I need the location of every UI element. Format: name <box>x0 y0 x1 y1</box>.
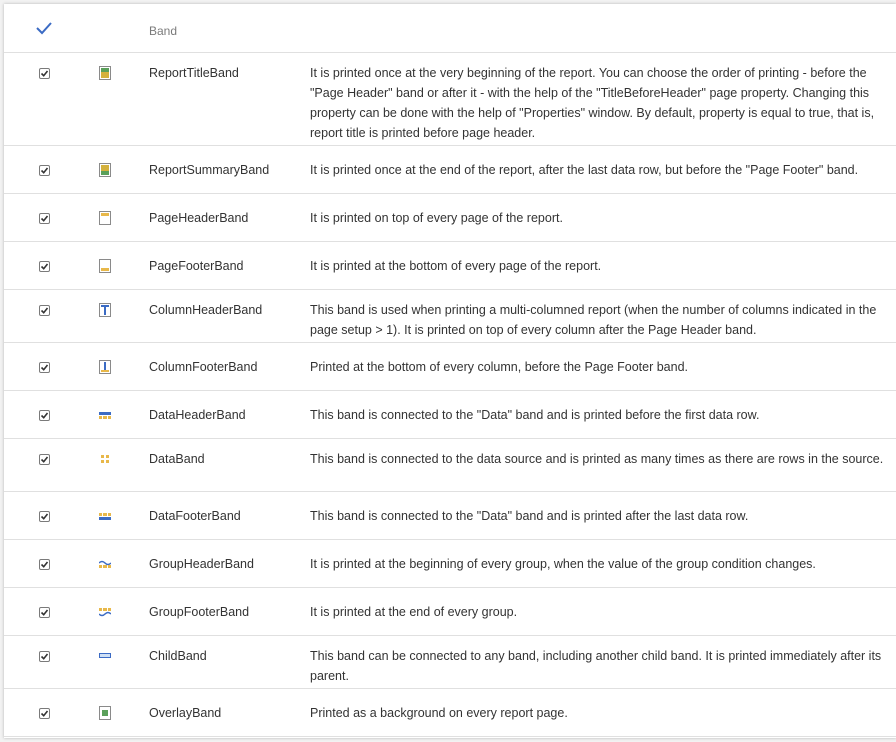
page-footer-band-icon <box>99 259 111 273</box>
band-name: ReportSummaryBand <box>149 163 270 177</box>
band-rows <box>4 53 896 737</box>
table-header <box>4 4 896 53</box>
band-description: It is printed on top of every page of the report. <box>310 211 563 225</box>
band-checkbox[interactable] <box>39 511 50 522</box>
band-name: DataBand <box>149 452 205 466</box>
band-name: DataFooterBand <box>149 509 241 523</box>
data-footer-band-icon <box>99 509 111 523</box>
band-description: This band is connected to the "Data" band and is printed before the first data row. <box>310 408 760 422</box>
band-description: This band can be connected to any band, including another child band. It is printed immediately after its parent. <box>310 649 882 683</box>
band-description: It is printed at the beginning of every group, when the value of the group condition changes. <box>310 557 816 571</box>
band-row[interactable] <box>4 492 896 540</box>
band-row[interactable] <box>4 146 896 194</box>
band-checkbox[interactable] <box>39 68 50 79</box>
band-name: GroupFooterBand <box>149 605 250 619</box>
group-header-band-icon <box>99 557 111 571</box>
band-name: DataHeaderBand <box>149 408 246 422</box>
column-header-band-icon <box>99 303 111 317</box>
child-band-icon <box>99 649 111 663</box>
band-row[interactable] <box>4 391 896 439</box>
overlay-band-icon <box>99 706 111 720</box>
band-description: This band is connected to the data source and is printed as many times as there are rows in the source. <box>310 452 884 466</box>
band-row[interactable] <box>4 242 896 290</box>
band-description: Printed as a background on every report page. <box>310 706 568 720</box>
band-row[interactable] <box>4 439 896 492</box>
band-checkbox[interactable] <box>39 261 50 272</box>
column-footer-band-icon <box>99 360 111 374</box>
band-checkbox[interactable] <box>39 607 50 618</box>
band-description: It is printed at the bottom of every page of the report. <box>310 259 602 273</box>
report-title-band-icon <box>99 66 111 80</box>
band-name: ColumnHeaderBand <box>149 303 263 317</box>
band-checkbox[interactable] <box>39 410 50 421</box>
report-summary-band-icon <box>99 163 111 177</box>
band-checkbox[interactable] <box>39 213 50 224</box>
band-checkbox[interactable] <box>39 708 50 719</box>
band-name: ChildBand <box>149 649 207 663</box>
band-description: It is printed once at the very beginning of the report. You can choose the order of printing - before the "Page Header" band or after it - with the help of the "TitleBeforeHeader" page property. Changing this property can be done with the help of "Properties" window. By default, property is equal to true, that is, report title is printed before page header. <box>310 66 875 140</box>
band-row[interactable] <box>4 194 896 242</box>
band-row[interactable] <box>4 53 896 146</box>
band-list-panel <box>4 4 896 738</box>
band-row[interactable] <box>4 343 896 391</box>
band-name: PageFooterBand <box>149 259 244 273</box>
band-row[interactable] <box>4 290 896 343</box>
band-checkbox[interactable] <box>39 362 50 373</box>
band-row[interactable] <box>4 636 896 689</box>
group-footer-band-icon <box>99 605 111 619</box>
band-description: It is printed at the end of every group. <box>310 605 518 619</box>
band-description: This band is used when printing a multi-columned report (when the number of columns indicated in the page setup > 1). It is printed on top of every column after the Page Header band. <box>310 303 877 337</box>
band-row[interactable] <box>4 540 896 588</box>
band-name: PageHeaderBand <box>149 211 249 225</box>
band-name: OverlayBand <box>149 706 222 720</box>
band-name: GroupHeaderBand <box>149 557 254 571</box>
select-all-checkmark-icon[interactable] <box>35 19 53 37</box>
page-header-band-icon <box>99 211 111 225</box>
band-checkbox[interactable] <box>39 305 50 316</box>
band-name: ColumnFooterBand <box>149 360 258 374</box>
data-band-icon <box>99 452 111 466</box>
band-description: It is printed once at the end of the report, after the last data row, but before the "Page Footer" band. <box>310 163 859 177</box>
band-checkbox[interactable] <box>39 651 50 662</box>
band-checkbox[interactable] <box>39 454 50 465</box>
band-row[interactable] <box>4 689 896 737</box>
band-description: Printed at the bottom of every column, before the Page Footer band. <box>310 360 689 374</box>
data-header-band-icon <box>99 408 111 422</box>
band-name: ReportTitleBand <box>149 66 239 80</box>
band-column-header: Band <box>149 24 178 38</box>
band-row[interactable] <box>4 588 896 636</box>
band-checkbox[interactable] <box>39 165 50 176</box>
band-checkbox[interactable] <box>39 559 50 570</box>
band-description: This band is connected to the "Data" band and is printed after the last data row. <box>310 509 749 523</box>
